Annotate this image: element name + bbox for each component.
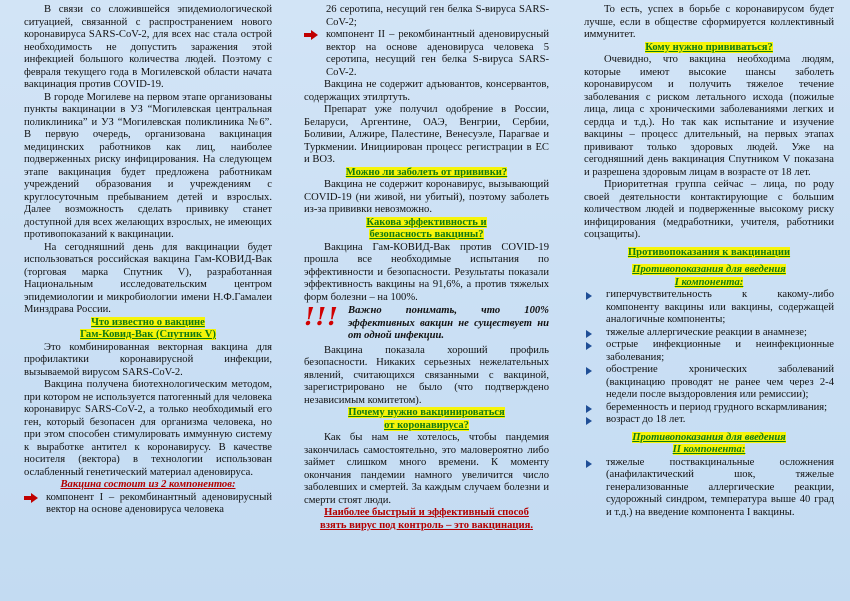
list-item-text: тяжелые поствакцинальные осложнения (анафилактический шок, тяжелые генерализованные аллергические реакции, судорожный синдром, температура выше 40 град и т.д.) на введение компонента I вакцины.: [606, 456, 834, 518]
contraindications-list-1: [584, 289, 834, 427]
contraindications-list-2: [584, 457, 834, 520]
vaccine-description-paragraph: Это комбинированная векторная вакцина для профилактики коронавирусной инфекции, вызываемой вирусом SARS-CoV-2.: [24, 341, 272, 378]
section-heading-efficacy: [304, 217, 549, 242]
conclusion-line-2: взять вирус под контроль – это вакцинация.: [320, 519, 533, 531]
blue-triangle-bullet-icon: [584, 364, 606, 375]
list-item-component-2: [304, 29, 549, 79]
list-item: [584, 327, 834, 340]
list-item-text: гиперчувствительность к какому-либо компоненту вакцины или вакцины, содержащей аналогичные компоненты;: [606, 289, 834, 325]
heading-line-2: Гам-Ковид-Вак (Спутник V): [80, 329, 216, 340]
heading-text: Противопоказания к вакцинации: [627, 246, 791, 258]
blue-triangle-bullet-icon: [584, 289, 606, 300]
heading-line-1: Какова эффективность и: [366, 216, 487, 228]
efficacy-paragraph: Вакцина Гам-КОВИД-Вак против COVID-19 прошла все необходимые испытания по эффективности и безопасности. Результаты показали эффективность вакцины на 91,6%, а против тяжелых форм болезни – на 100%.: [304, 241, 549, 303]
approval-paragraph: Препарат уже получил одобрение в России, Беларуси, Аргентине, ОАЭ, Венгрии, Сербии, Боливии, Алжире, Палестине, Венесуэле, Парагвае и Туркмении. Инициирован процесс регистрации в ЕС и ВОЗ.: [304, 104, 549, 165]
no-coronavirus-paragraph: Вакцина не содержит коронавирус, вызывающий COVID-19 (ни живой, ни убитый), поэтому заболеть из-за прививки невозможно.: [304, 179, 549, 215]
important-note-text: Важно понимать, что 100% эффективных вакцин не существует ни от одной инфекции.: [348, 305, 549, 341]
subheading-line-2: II компонента:: [672, 444, 746, 455]
pandemic-paragraph: Как бы нам не хотелось, чтобы пандемия закончилась самостоятельно, это маловероятно либо займет слишком много времени. К моменту окончания пандемии намного увеличится число заболевших и смертей. За каждым случаем болезни и смерти стоят люди.: [304, 432, 549, 506]
intro-paragraph: В связи со сложившейся эпидемиологической ситуацией, связанной с распространением нового коронавируса SARS-CoV-2, для всех нас стала острой необходимость не допустить заражения этой инфекцией большого количества людей. Поэтому с февраля текущего года в Могилевской области начата вакцинация против COVID-19.: [24, 4, 272, 90]
subheading-line-2: I компонента:: [674, 276, 744, 288]
vaccination-points-paragraph: В городе Могилеве на первом этапе организованы пункты вакцинации в УЗ “Могилевская центральная поликлиника” и УЗ “Могилевская поликлиника №6”. В первую очередь, организована вакцинация медицинских работников как лиц, наиболее подверженных риску инфицирования. На следующем этапе вакцинация будет предложена работникам учреждений образования и учреждениям с круглосуточным пребыванием детей и взрослых. Далее возможность сделать прививку станет доступной для всех желающих взрослых, не имеющих противопоказаний к вакцинации.: [24, 91, 272, 240]
list-item-component-1: [24, 492, 272, 517]
section-heading-vaccine-info: [24, 317, 272, 342]
list-item-component-1-continued: [304, 4, 549, 29]
component-1-text: компонент I – рекомбинантный аденовирусный вектор на основе аденовируса человека: [46, 491, 272, 515]
who-needs-paragraph: Очевидно, что вакцина необходима людям, которые имеют высокие шансы заболеть коронавирусом и получить тяжелое течение заболевания с риском летального исхода (пожилые лица, лица с хроническими заболеваниями легких и сердца и т.д.). Но так как испытание и изучение вакцины – процесс длительный, на первых этапах прививают только здоровых людей. Уже на сегодняшний день вакцинация Спутником V показана и разрешена здоровым лицам в возрасте от 18 лет.: [584, 54, 834, 178]
section-heading-why-vaccinate: [304, 407, 549, 432]
blue-triangle-bullet-icon: [584, 327, 606, 338]
subheading-component-2-contraindications: [584, 432, 834, 457]
blue-triangle-bullet-icon: [584, 402, 606, 413]
list-item-text: тяжелые аллергические реакции в анамнезе;: [606, 326, 807, 338]
important-note: [304, 302, 549, 343]
vaccine-used-paragraph: На сегодняшний день для вакцинации будет использоваться российская вакцина Гам-КОВИД-Вак (торговая марка Спутник V), разработанная Национальным исследовательским центром эпидемиологии и микробиологии имени Н.Ф.Гамалеи Минздрава России.: [24, 241, 272, 315]
list-item-text: обострение хронических заболеваний (вакцинацию проводят не ранее чем через 2-4 недели после выздоровления или ремиссии);: [606, 364, 834, 400]
list-item-text: острые инфекционные и неинфекционные заболевания;: [606, 339, 834, 363]
red-arrow-bullet-icon: [304, 29, 326, 40]
blue-triangle-bullet-icon: [584, 457, 606, 468]
heading-components-text: Вакцина состоит из 2 компонентов:: [60, 479, 236, 490]
exclamation-icon: !!!: [304, 302, 339, 331]
heading-text: Можно ли заболеть от прививки?: [345, 166, 508, 178]
list-item-text: возраст до 18 лет.: [606, 414, 686, 425]
heading-line-2: от коронавируса?: [384, 419, 469, 431]
heading-line-1: Что известно о вакцине: [91, 316, 205, 328]
list-item: [584, 339, 834, 364]
column-3: [584, 4, 834, 599]
herd-immunity-paragraph: То есть, успех в борьбе с коронавирусом будет лучше, если в обществе сформируется коллективный иммунитет.: [584, 4, 834, 40]
red-arrow-bullet-icon: [24, 492, 46, 503]
blue-triangle-bullet-icon: [584, 414, 606, 425]
heading-line-1: Почему нужно вакцинироваться: [348, 407, 505, 418]
list-item: [584, 414, 834, 427]
blue-triangle-bullet-icon: [584, 339, 606, 350]
vaccine-method-paragraph: Вакцина получена биотехнологическим методом, при котором не используется патогенный для человека коронавирус SARS-CoV-2, а только необходимый его ген, который безопасен для организма человека, но при этом способен стимулировать иммунную систему к выработке антител к коронавирусу. В качестве носителя (вектора) в технологии использован ослабленный генетический материал аденовируса.: [24, 379, 272, 478]
list-item: [584, 289, 834, 327]
priority-group-paragraph: Приоритетная группа сейчас – лица, по роду своей деятельности контактирующие с большим количеством людей и подверженные высокому риску инфицирования (медработники, учителя, работники соцзащиты).: [584, 179, 834, 240]
heading-line-2: безопасность вакцины?: [369, 229, 484, 240]
component-1-continued-text: 26 серотипа, несущий ген белка S-вируса SARS-CoV-2;: [326, 4, 549, 28]
subheading-line-1: Противопоказания для введения: [632, 264, 786, 275]
section-heading-components: [24, 479, 272, 492]
section-heading-who-needs: [584, 42, 834, 55]
conclusion-heading: [304, 507, 549, 532]
section-heading-can-get-sick: [304, 167, 549, 180]
conclusion-line-1: Наиболее быстрый и эффективный способ: [324, 507, 529, 518]
list-item: [584, 402, 834, 415]
section-heading-contraindications: [584, 247, 834, 260]
subheading-component-1-contraindications: [584, 264, 834, 289]
column-1: [24, 4, 272, 599]
column-2: [304, 4, 549, 599]
no-adjuvants-paragraph: Вакцина не содержит адъювантов, консервантов, содержащих этилртуть.: [304, 79, 549, 103]
list-item-text: беременность и период грудного вскармливания;: [606, 401, 828, 413]
subheading-line-1: Противопоказания для введения: [632, 431, 786, 443]
list-item: [584, 457, 834, 520]
safety-paragraph: Вакцина показала хороший профиль безопасности. Никаких серьезных нежелательных явлений, считающихся связанными с вакциной, зарегистрировано не было (что подтверждено независимым комитетом).: [304, 344, 549, 406]
list-item: [584, 364, 834, 402]
heading-text: Кому нужно прививаться?: [645, 41, 773, 53]
component-2-text: компонент II – рекомбинантный аденовирусный вектор на основе аденовируса человека 5 серотипа, несущий ген белка S-вируса SARS-CoV-2.: [326, 29, 549, 78]
